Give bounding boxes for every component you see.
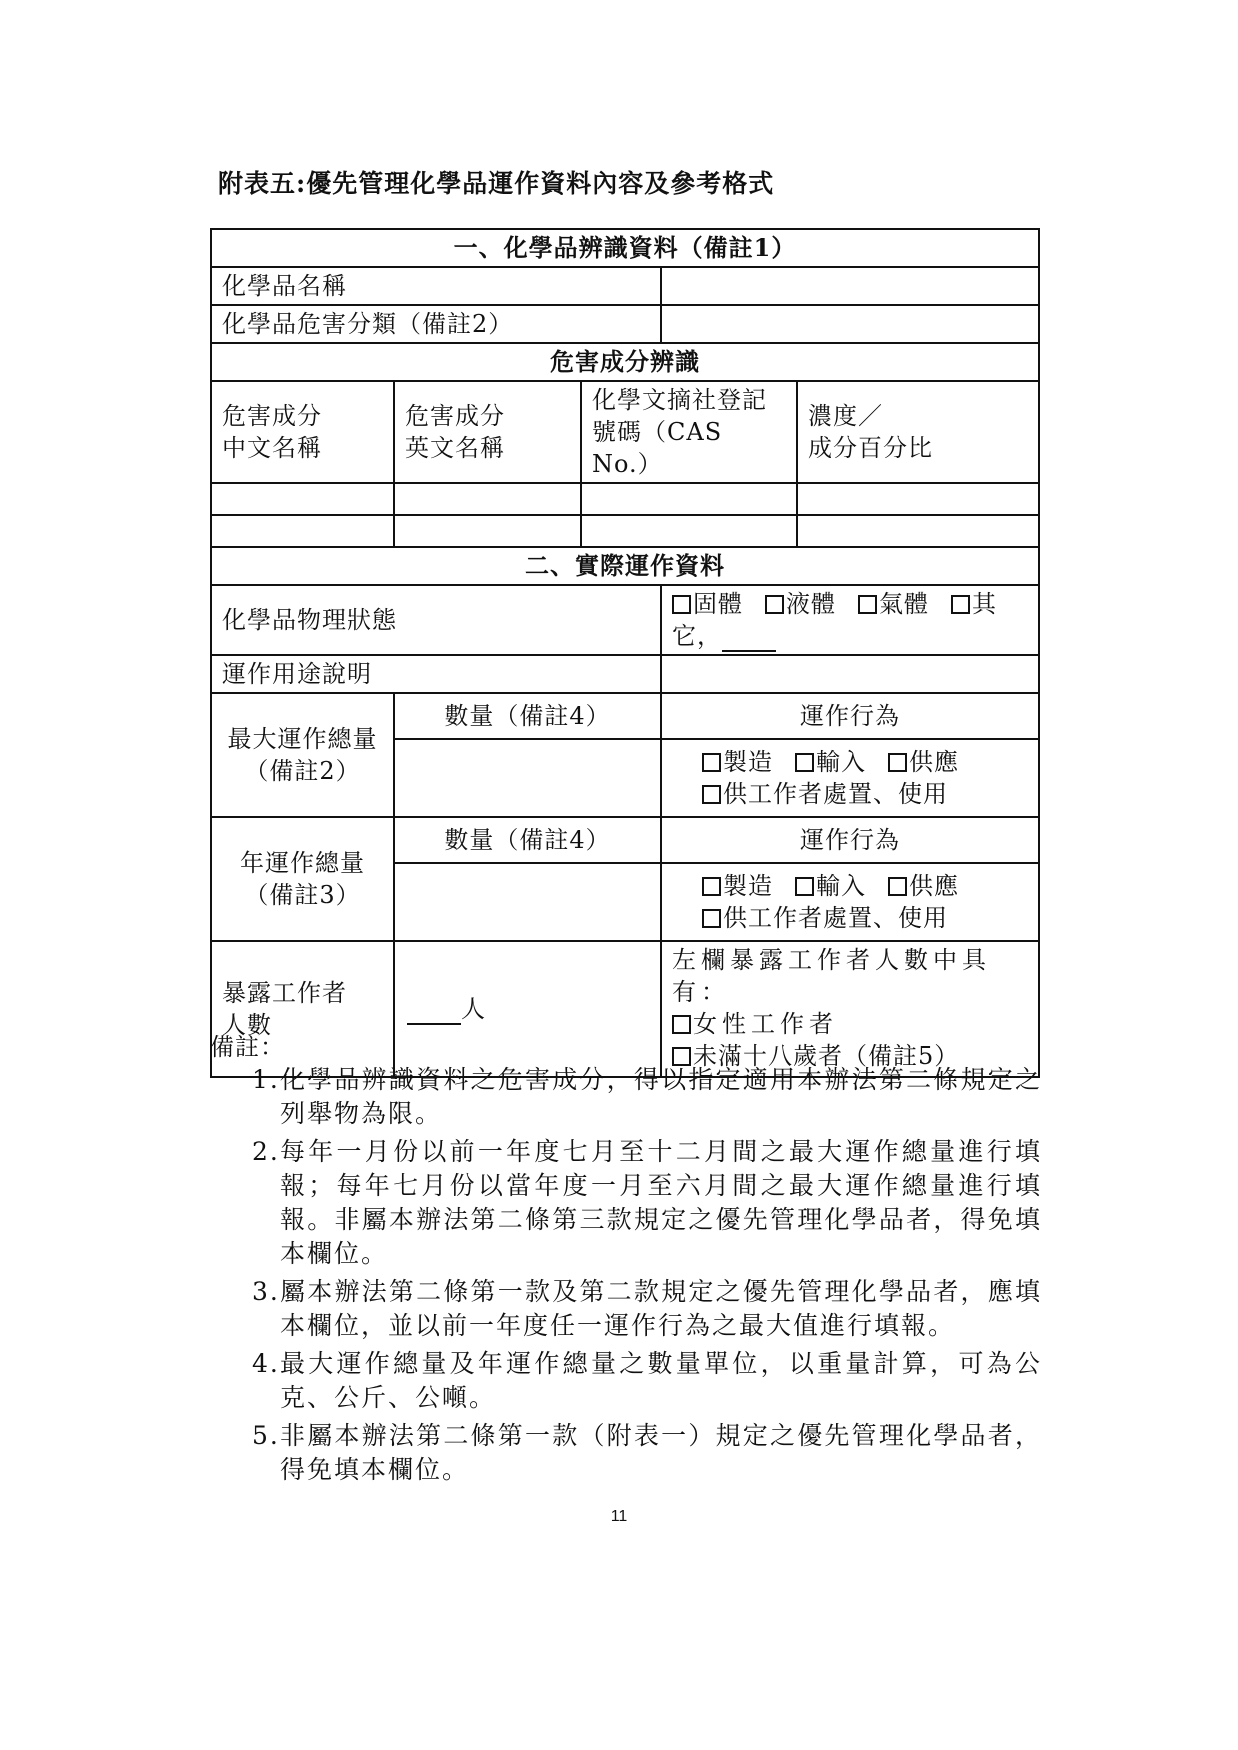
option-label: 供應 [909,872,959,900]
component-cell[interactable] [211,515,394,547]
max-quantity-field[interactable] [394,739,661,817]
page-title: 附表五:優先管理化學品運作資料內容及參考格式 [218,169,775,198]
remark-number: 5. [252,1421,280,1450]
physical-state-option[interactable] [951,590,997,618]
col-cas [581,381,797,483]
remark-text: 非屬本辦法第二條第一款（附表一）規定之優先管理化學品者，得免填本欄位。 [280,1421,1042,1484]
behavior-option[interactable] [702,780,948,808]
checkbox[interactable] [672,1015,691,1034]
remark-number: 3. [252,1277,280,1306]
checkbox[interactable] [795,753,814,772]
remark-item [252,1063,1042,1131]
max-behavior-options [661,739,1039,817]
option-label: 供應 [909,748,959,776]
remarks-label: 備註： [210,1033,285,1061]
exposed-unit: 人 [461,995,486,1023]
exposed-note-line1: 左欄暴露工作者人數中具 [672,946,991,974]
remark-text: 最大運作總量及年運作總量之數量單位，以重量計算，可為公克、公斤、公噸。 [280,1349,1042,1412]
page-number: 11 [610,1508,628,1525]
behavior-option[interactable] [795,872,866,900]
checkbox[interactable] [765,595,784,614]
hazard-class-field[interactable] [661,305,1039,343]
checkbox[interactable] [672,595,691,614]
option-label: 製造 [723,748,773,776]
remarks-list [252,1063,1042,1491]
option-label: 供工作者處置、使用 [723,904,948,932]
col-concentration-line2: 成分百分比 [808,434,933,462]
option-label: 液體 [786,590,836,618]
option-label: 氣體 [879,590,929,618]
col-concentration-line1: 濃度／ [808,402,883,430]
chemical-operation-form [210,228,1040,1078]
usage-field[interactable] [661,655,1039,693]
behavior-option[interactable] [702,872,773,900]
chemical-name-field[interactable] [661,267,1039,305]
behavior-option[interactable] [702,748,773,776]
physical-state-options [661,585,1039,655]
remark-text: 屬本辦法第二條第一款及第二款規定之優先管理化學品者，應填本欄位，並以前一年度任一運作行為之最大值進行填報。 [280,1277,1042,1340]
max-total-label-line2: （備註2） [244,757,361,785]
option-label: 固體 [693,590,743,618]
col-chinese-name-line1: 危害成分 [222,402,322,430]
chemical-name-label: 化學品名稱 [211,267,661,305]
option-label: 其 [972,590,997,618]
option-label: 輸入 [816,748,866,776]
behavior-option[interactable] [702,904,948,932]
exposed-label-line2: 人數 [222,1011,272,1039]
remark-number: 2. [252,1137,280,1166]
component-cell[interactable] [211,483,394,515]
component-cell[interactable] [797,483,1039,515]
col-chinese-name-line2: 中文名稱 [222,434,322,462]
checkbox[interactable] [795,877,814,896]
quantity-header: 數量（備註4） [394,817,661,863]
physical-state-label: 化學品物理狀態 [211,585,661,655]
hazard-component-heading: 危害成分辨識 [211,343,1039,381]
section1-heading: 一、化學品辨識資料（備註1） [211,229,1039,267]
behavior-option[interactable] [888,748,959,776]
col-cas-line1: 化學文摘社登記 [592,386,767,414]
physical-state-option[interactable] [672,590,743,618]
behavior-option[interactable] [795,748,866,776]
behavior-header: 運作行為 [661,693,1039,739]
component-cell[interactable] [581,483,797,515]
col-english-name [394,381,581,483]
other-blank[interactable] [722,626,776,652]
col-cas-line2: 號碼（CAS No.） [592,418,723,478]
checkbox[interactable] [888,877,907,896]
remark-item [252,1419,1042,1487]
other-suffix: 它， [672,622,722,650]
max-total-label [211,693,394,817]
col-concentration [797,381,1039,483]
option-label: 供工作者處置、使用 [723,780,948,808]
remark-item [252,1347,1042,1415]
remark-text: 化學品辨識資料之危害成分，得以指定適用本辦法第二條規定之列舉物為限。 [280,1065,1042,1128]
checkbox[interactable] [702,753,721,772]
checkbox[interactable] [702,785,721,804]
remark-item [252,1135,1042,1271]
annual-behavior-options [661,863,1039,941]
remark-item [252,1275,1042,1343]
col-chinese-name [211,381,394,483]
physical-state-option[interactable] [858,590,929,618]
checkbox[interactable] [888,753,907,772]
remark-number: 4. [252,1349,280,1378]
option-label: 女性工作者 [693,1010,838,1038]
exposed-option[interactable] [672,1008,1028,1040]
annual-total-label-line1: 年運作總量 [240,849,365,877]
option-label: 製造 [723,872,773,900]
component-cell[interactable] [797,515,1039,547]
checkbox[interactable] [702,877,721,896]
exposed-note-line2: 有： [672,978,730,1006]
col-english-name-line2: 英文名稱 [405,434,505,462]
quantity-header: 數量（備註4） [394,693,661,739]
annual-quantity-field[interactable] [394,863,661,941]
option-label: 輸入 [816,872,866,900]
max-total-label-line1: 最大運作總量 [227,725,378,753]
exposed-label-line1: 暴露工作者 [222,979,347,1007]
exposed-detail [661,941,1039,1077]
checkbox[interactable] [951,595,970,614]
col-english-name-line1: 危害成分 [405,402,505,430]
remark-number: 1. [252,1065,280,1094]
component-cell[interactable] [581,515,797,547]
component-cell[interactable] [394,483,581,515]
exposed-count-field[interactable] [407,999,461,1025]
behavior-option[interactable] [888,872,959,900]
option-label: 未滿十八歲者（備註5） [693,1042,960,1070]
annual-total-label [211,817,394,941]
checkbox[interactable] [702,909,721,928]
annual-total-label-line2: （備註3） [244,881,361,909]
usage-label: 運作用途說明 [211,655,661,693]
checkbox[interactable] [858,595,877,614]
behavior-header: 運作行為 [661,817,1039,863]
remark-text: 每年一月份以前一年度七月至十二月間之最大運作總量進行填報；每年七月份以當年度一月至六月間之最大運作總量進行填報。非屬本辦法第二條第三款規定之優先管理化學品者，得免填本欄位。 [280,1137,1042,1268]
section2-heading: 二、實際運作資料 [211,547,1039,585]
exposed-count-cell [394,941,661,1077]
hazard-class-label: 化學品危害分類（備註2） [211,305,661,343]
physical-state-option[interactable] [765,590,836,618]
component-cell[interactable] [394,515,581,547]
